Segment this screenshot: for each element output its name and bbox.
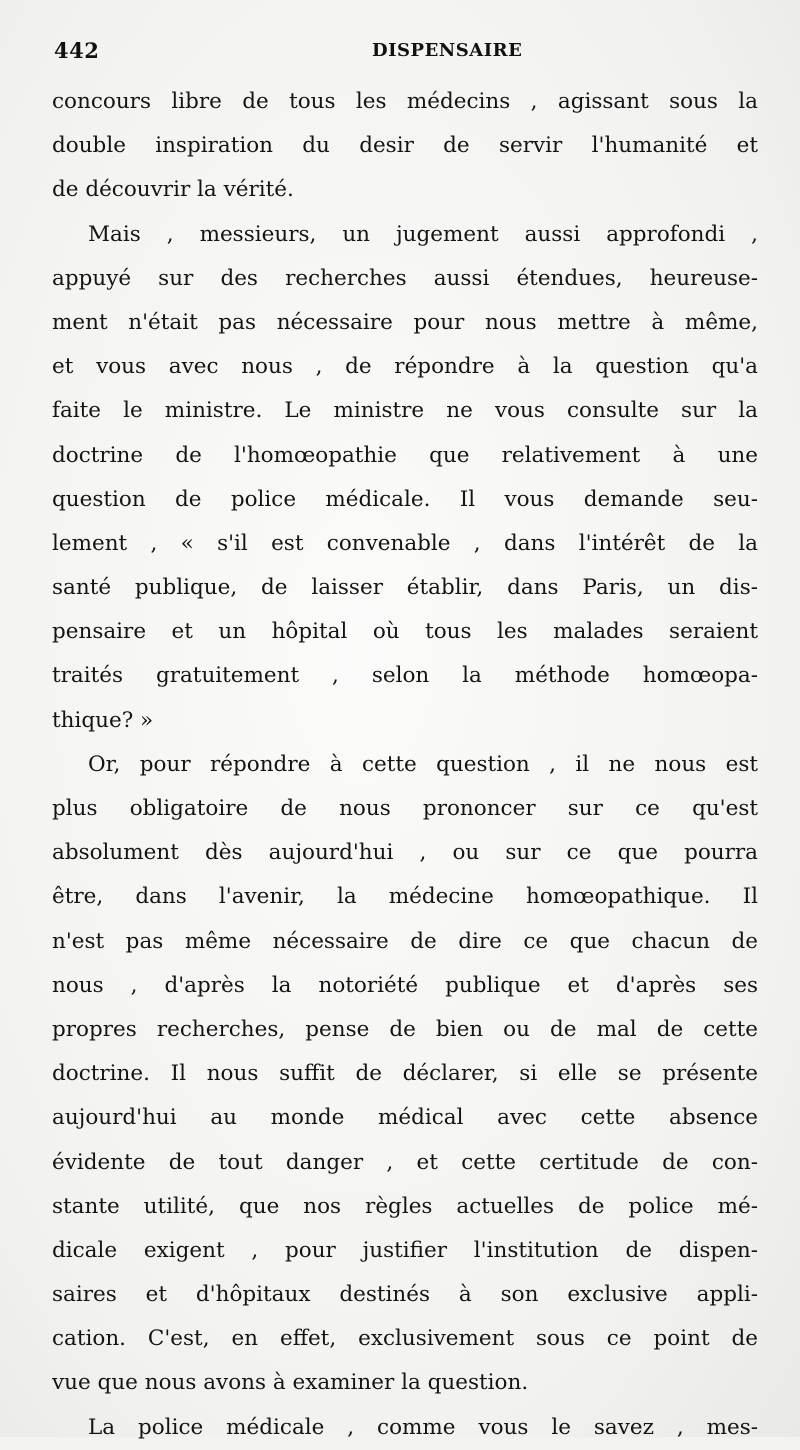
text-line: de découvrir la vérité. (52, 177, 294, 203)
text-line: plus obligatoire de nous prononcer sur ce qu'est (52, 796, 758, 821)
text-line: traités gratuitement , selon la méthode homœopa- (52, 663, 758, 689)
text-line: ment n'était pas nécessaire pour nous mettre à même, (52, 309, 758, 335)
text-line: dicale exigent , pour justifier l'institution de dispen- (52, 1237, 758, 1263)
text-line: n'est pas même nécessaire de dire ce que chacun de (52, 928, 758, 954)
text-line: Mais , messieurs, un jugement aussi approfondi , (88, 221, 758, 247)
text-line: santé publique, de laisser établir, dans Paris, un dis- (52, 575, 758, 601)
page-header (54, 38, 760, 78)
text-line: être, dans l'avenir, la médecine homœopathique. Il (52, 884, 758, 910)
text-line: doctrine. Il nous suffit de déclarer, si elle se présente (52, 1061, 758, 1087)
text-line: Or, pour répondre à cette question , il ne nous est (88, 751, 758, 777)
text-line: aujourd'hui au monde médical avec cette absence (52, 1105, 758, 1131)
text-line: pensaire et un hôpital où tous les malades seraient (52, 619, 758, 645)
text-line: saires et d'hôpitaux destinés à son exclusive appli- (52, 1282, 758, 1308)
text-line: et vous avec nous , de répondre à la question qu'a (52, 354, 758, 380)
text-line: propres recherches, pense de bien ou de mal de cette (52, 1016, 758, 1042)
text-line: stante utilité, que nos règles actuelles de police mé- (52, 1193, 758, 1219)
body-text (52, 80, 758, 1450)
text-line: double inspiration du desir de servir l'humanité et (52, 133, 758, 159)
text-line: cation. C'est, en effet, exclusivement sous ce point de (52, 1326, 758, 1352)
text-line: nous , d'après la notoriété publique et d'après ses (52, 972, 758, 998)
text-line: doctrine de l'homœopathie que relativement à une (52, 442, 758, 468)
text-line: absolument dès aujourd'hui , ou sur ce que pourra (52, 840, 758, 866)
text-line: question de police médicale. Il vous demande seu- (52, 486, 758, 512)
text-line: vue que nous avons à examiner la question. (52, 1370, 529, 1396)
running-title: DISPENSAIRE (372, 40, 523, 61)
text-line: lement , « s'il est convenable , dans l'intérêt de la (52, 530, 758, 556)
page-number: 442 (54, 38, 100, 63)
text-line: faite le ministre. Le ministre ne vous consulte sur la (52, 398, 758, 424)
text-line: thique? » (52, 707, 154, 733)
text-line: appuyé sur des recherches aussi étendues, heureuse- (52, 265, 758, 291)
text-line: évidente de tout danger , et cette certitude de con- (52, 1149, 758, 1175)
text-line: La police médicale , comme vous le savez , mes- (88, 1414, 758, 1440)
text-line: concours libre de tous les médecins , agissant sous la (52, 89, 758, 114)
